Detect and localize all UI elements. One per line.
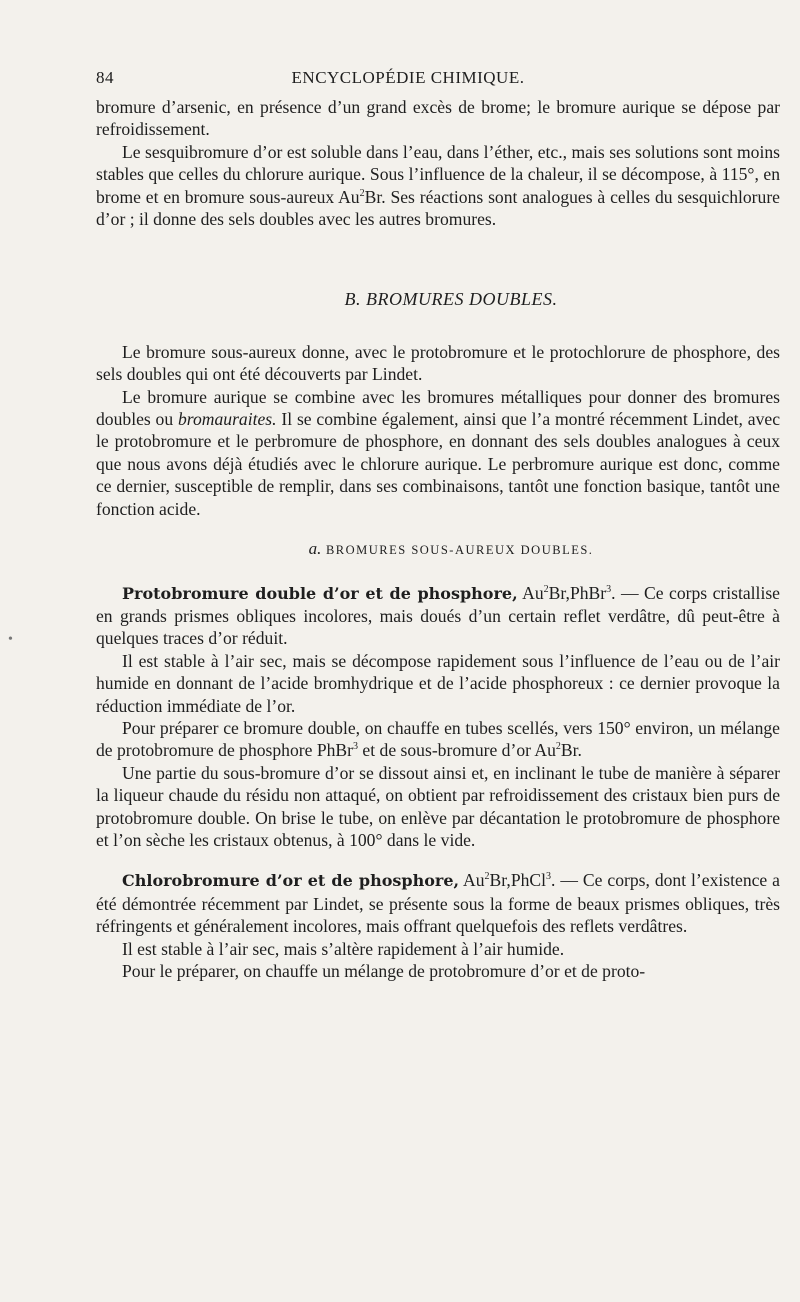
- paragraph-dissolution: Une partie du sous-bromure d’or se dissout ainsi et, en inclinant le tube de manière à séparer la liqueur chaude du résidu non attaqué, on obtient par refroidissement des cristaux bien purs de protobromure double. On brise le tube, on enlève par décantation le protobromure de phosphore et l’on sèche les cristaux obtenus, à 100° dans le vide.: [96, 762, 780, 850]
- text-run: Pour préparer ce bromure double, on chauffe en tubes scellés, vers 150° environ, un mélange de protobromure de phosphore PhBr: [96, 717, 780, 761]
- superscript: 3: [606, 583, 612, 595]
- text-run: . — Ce corps, dont l’existence a été démontrée récemment par Lindet, se présente sous la forme de beaux prismes obliques, très réfringents et généralement incolores, mais offrant quelquefois des reflets verdâtres.: [96, 870, 780, 937]
- italic-term: bromauraites.: [177, 409, 277, 430]
- superscript: 3: [353, 741, 359, 753]
- paragraph-preparation: [96, 717, 780, 762]
- subsection-title: [96, 538, 780, 561]
- text-run: Br.: [560, 740, 582, 761]
- subsection-text: BROMURES SOUS-AUREUX DOUBLES.: [325, 543, 594, 558]
- superscript: 2: [543, 583, 549, 595]
- subsection-letter: a.: [308, 539, 322, 559]
- superscript: 2: [359, 187, 365, 199]
- running-title: ENCYCLOPÉDIE CHIMIQUE.: [291, 68, 525, 87]
- formula: Au: [459, 870, 485, 891]
- superscript: 2: [555, 741, 561, 753]
- text-run: Le bromure aurique se combine avec les bromures métalliques pour donner des bromures doubles ou: [96, 386, 780, 430]
- paragraph-continuation: bromure d’arsenic, en présence d’un grand excès de brome; le bromure aurique se dépose par refroidissement.: [96, 97, 780, 140]
- paragraph-stabilite-chlorobromure: Il est stable à l’air sec, mais s’altère rapidement à l’air humide.: [122, 938, 565, 959]
- formula: Au: [517, 582, 544, 603]
- entry-heading: Chlorobromure d’or et de phosphore,: [122, 871, 460, 891]
- formula: Br,PhCl: [489, 870, 547, 891]
- paragraph-preparation-chlorobromure: Pour le préparer, on chauffe un mélange de protobromure d’or et de proto-: [122, 961, 646, 981]
- text-run: Il se combine également, ainsi que l’a montré récemment Lindet, avec le protobromure et le perbromure de phosphore, en donnant des sels doubles analogues à ceux que nous avons déjà étudiés avec le chlorure aurique. Le perbromure aurique est donc, comme ce dernier, susceptible de remplir, dans ses combinaisons, tantôt une fonction basique, tantôt une fonction acide.: [96, 409, 781, 519]
- text-run: Br. Ses réactions sont analogues à celles du sesquichlorure d’or ; il donne des sels doubles avec les autres bromures.: [96, 186, 780, 230]
- text-run: . — Ce corps cristallise en grands prismes obliques incolores, mais doués d’un certain reflet verdâtre, dû peut-être à quelques traces d’or réduit.: [96, 582, 780, 649]
- paragraph-bromure-sous-aureux: Le bromure sous-aureux donne, avec le protobromure et le protochlorure de phosphore, des sels doubles qui ont été découverts par Lindet.: [96, 341, 780, 385]
- paragraph-protobromure: [96, 582, 780, 650]
- paragraph-sesquibromure: [96, 141, 780, 231]
- superscript: 3: [546, 871, 552, 883]
- formula: Br,PhBr: [548, 582, 607, 603]
- margin-mark: •: [8, 632, 13, 647]
- page-header: 84 ENCYCLOPÉDIE CHIMIQUE.: [96, 68, 780, 88]
- section-title: B. BROMURES DOUBLES.: [344, 289, 558, 310]
- superscript: 2: [484, 871, 490, 883]
- body-text: [96, 96, 780, 982]
- text-run: et de sous-bromure d’or Au: [358, 740, 556, 761]
- entry-heading: Protobromure double d’or et de phosphore,: [122, 583, 518, 603]
- paragraph-stabilite: Il est stable à l’air sec, mais se décompose rapidement sous l’influence de l’eau ou de l’air humide en donnant de l’acide bromhydrique et de l’acide phosphoreux : ce dernier provoque la réduction immédiate de l’or.: [96, 650, 780, 716]
- paragraph-chlorobromure: [96, 869, 780, 937]
- text-run: Le sesquibromure d’or est soluble dans l’eau, dans l’éther, etc., mais ses solutions sont moins stables que celles du chlorure aurique. Sous l’influence de la chaleur, il se décompose, à 115°, en brome et en bromure sous-aureux Au: [96, 141, 780, 207]
- paragraph-bromure-aurique: [96, 386, 780, 520]
